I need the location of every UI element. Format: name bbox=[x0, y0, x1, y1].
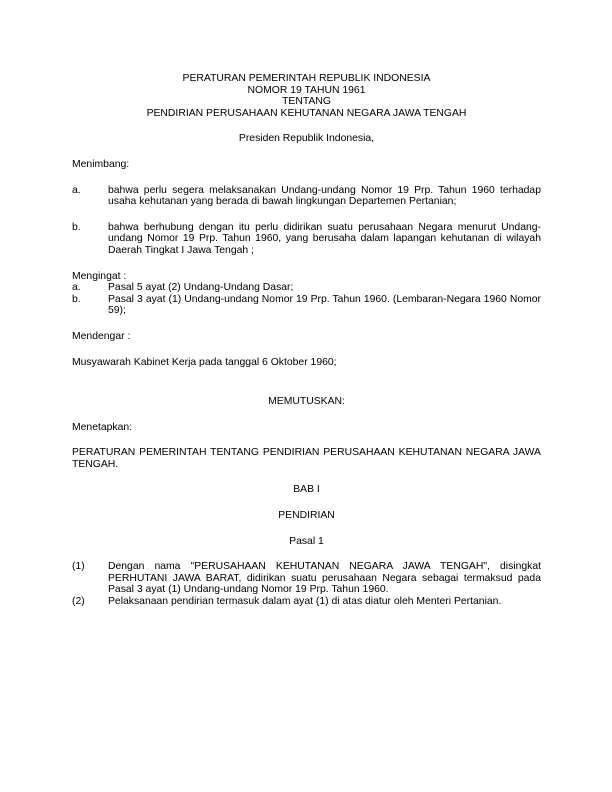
document-title bbox=[72, 73, 541, 119]
pasal-heading: Pasal 1 bbox=[289, 535, 324, 547]
item-label: b. bbox=[72, 221, 81, 233]
item-text: bahwa berhubung dengan itu perlu didirikan suatu perusahaan Negara menurut Undang-undang Nomor 19 Prp. Tahun 1960, yang berusaha dalam lapangan kehutanan di wilayah Daerah Tingkat I Jawa Tengah ; bbox=[108, 221, 541, 256]
item-label: a. bbox=[72, 282, 81, 294]
item-label: (2) bbox=[72, 596, 85, 608]
item-text: Pasal 5 ayat (2) Undang-Undang Dasar; bbox=[108, 282, 294, 294]
title-line-3: TENTANG bbox=[282, 96, 331, 108]
item-text: Dengan nama "PERUSAHAAN KEHUTANAN NEGARA JAWA TENGAH", disingkat PERHUTANI JAWA BARAT, didirikan suatu perusahaan Negara sebagai termaksud pada Pasal 3 ayat (1) Undang-undang Nomor 19 Prp. Tahun 1960. bbox=[108, 561, 541, 596]
bab-title: PENDIRIAN bbox=[278, 510, 335, 522]
memutuskan-heading: MEMUTUSKAN: bbox=[268, 396, 345, 408]
document-page bbox=[72, 73, 541, 608]
mendengar-text: Musyawarah Kabinet Kerja pada tanggal 6 Oktober 1960; bbox=[72, 356, 337, 368]
pasal-item-1 bbox=[72, 561, 541, 596]
pasal-item-2 bbox=[72, 596, 541, 608]
mengingat-item-a bbox=[72, 282, 541, 294]
mendengar-heading: Mendengar : bbox=[72, 330, 131, 342]
title-line-1: PERATURAN PEMERINTAH REPUBLIK INDONESIA bbox=[182, 73, 431, 84]
item-label: (1) bbox=[72, 561, 85, 573]
menimbang-heading: Menimbang: bbox=[72, 158, 130, 170]
menetapkan-text: PERATURAN PEMERINTAH TENTANG PENDIRIAN PERUSAHAAN KEHUTANAN NEGARA JAWA TENGAH. bbox=[72, 447, 541, 470]
title-line-2: NOMOR 19 TAHUN 1961 bbox=[247, 84, 366, 96]
mengingat-item-b bbox=[72, 294, 541, 317]
item-text: Pelaksanaan pendirian termasuk dalam ayat (1) di atas diatur oleh Menteri Pertanian. bbox=[108, 596, 502, 608]
item-text: bahwa perlu segera melaksanakan Undang-undang Nomor 19 Prp. Tahun 1960 terhadap usaha kehutanan yang berada di bawah lingkungan Departemen Pertanian; bbox=[108, 184, 541, 208]
item-text: Pasal 3 ayat (1) Undang-undang Nomor 19 Prp. Tahun 1960. (Lembaran-Negara 1960 Nomor 59); bbox=[108, 293, 541, 317]
bab-number: BAB I bbox=[293, 484, 320, 496]
menetapkan-heading: Menetapkan: bbox=[72, 421, 133, 433]
menimbang-item-a bbox=[72, 185, 541, 208]
title-line-4: PENDIRIAN PERUSAHAAN KEHUTANAN NEGARA JAWA TENGAH bbox=[146, 107, 467, 119]
menimbang-item-b bbox=[72, 222, 541, 257]
item-label: a. bbox=[72, 184, 81, 196]
president-line: Presiden Republik Indonesia, bbox=[238, 133, 375, 145]
item-label: b. bbox=[72, 293, 81, 305]
mengingat-heading: Mengingat : bbox=[72, 270, 127, 282]
